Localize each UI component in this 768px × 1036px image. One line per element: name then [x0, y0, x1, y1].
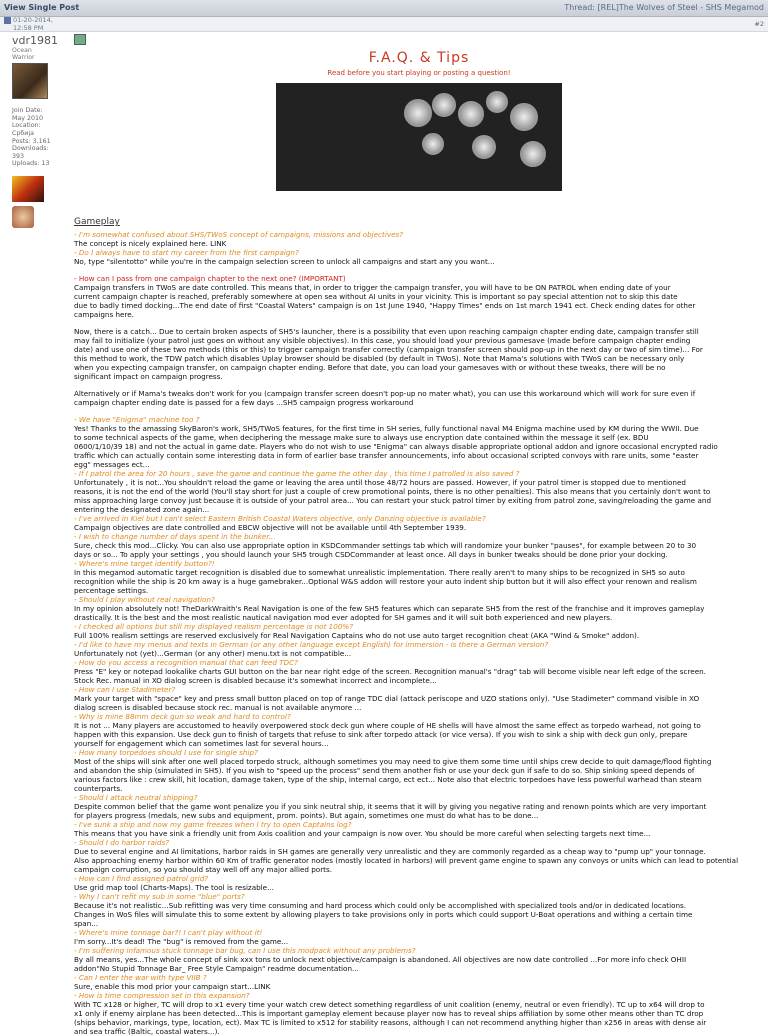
faq-body	[74, 230, 764, 1036]
question-line: - I checked all options but still my displayed realism percentage is not 100%?	[74, 621, 354, 631]
answer-line: dialog screen is disabled because stock rec. manual is not available anymore ...	[74, 702, 362, 712]
answer-line: happen with this expansion. Use deck gun to finish of targets that refuse to sink after torpedo attack (or vice versa). If you wish to sink a ship with deck gun only, prepare	[74, 729, 688, 739]
question-line: - If I patrol the area for 20 hours , save the game and continue the game the other day , this time I patrolled is also saved ?	[74, 468, 520, 478]
answer-line: Sure, enable this mod prior your campaign start...LINK	[74, 981, 271, 991]
user-sidebar	[0, 32, 70, 1036]
question-line: - How can I find assigned patrol grid?	[74, 873, 209, 883]
answer-line: campaign corruption, so you should stay well off any major allied ports.	[74, 864, 333, 874]
answer-line: date) and use one of these two methods (this or this) to trigger campaign transfer correctly (campaign transfer screen should pop-up in the next day or two of sim time)... For	[74, 344, 703, 354]
post-date: 01-20-2014, 12:58 PM	[4, 16, 53, 32]
answer-line: Because it's not realistic...Sub refitting was very time consuming and hard process which could only be accomplished with specialized tools and/or in dedicated locations.	[74, 900, 687, 910]
answer-line: Also approaching enemy harbor within 60 Km of traffic generator nodes (mostly located in harbors) will prevent game engine to spawn any convoys or units which can lead to potential	[74, 855, 739, 865]
user-rank: Ocean Warrior	[12, 46, 35, 61]
question-line: - Can I enter the war with type VIIB ?	[74, 972, 207, 982]
answer-line: Due to several engine and AI limitations, harbor raids in SH games are generally very unrealistic and they are commonly regarded as a cheap way to "pump up" your tonnage.	[74, 846, 706, 856]
answer-line: Changes in WoS files will simulate this to some extent by allowing players to take provisions only in ports which could support U-Boat operations and withing a certain time	[74, 909, 693, 919]
spacer	[74, 266, 764, 274]
answer-line: miss approaching large convoy just because it is outside of your patrol area... You can restart your stuck patrol timer by exiting from patrol zone, saving/reloading the game and	[74, 495, 712, 505]
answer-line: recognition while the ship is 20 km away is a huge gamebraker...Optional W&S addon will restore your auto indent ship button but it will also effect your renown and realism	[74, 576, 697, 586]
user-info: Join Date: May 2010 Location: Србија Posts: 3,161 Downloads: 393 Uploads: 13	[12, 107, 51, 168]
answer-line: and abandon the ship (simulated in SH5). If you wish to "speed up the process" send them another fish or use your deck gun if safe to do so. Ship sinking speed depends of	[74, 765, 695, 775]
view-single-post-label: View Single Post	[4, 3, 80, 12]
answer-line: Use grid map tool (Charts-Maps). The tool is resizable...	[74, 882, 274, 892]
answer-line: Campaign transfers in TWoS are date controlled. This means that, in order to trigger the campaign transfer, you will have to be ON PATROL when ending date of your	[74, 282, 671, 292]
answer-line: this method to work, the TDW patch which disables Uplay browser should be disabled (by default in TWoS). Note that Mama's solutions with TWoS can be necessary only	[74, 353, 685, 363]
submarine-interior-image	[276, 83, 562, 191]
answer-line: Now, there is a catch... Due to certain broken aspects of SH5's launcher, there is a possibility that even upon reaching campaign chapter ending date, campaign transfer still	[74, 326, 699, 336]
answer-line: The concept is nicely explained here. LINK	[74, 238, 227, 248]
answer-line: drastically. It is the best and the most realistic nautical navigation mod ever adopted for SH games and it will suit both experienced and new players.	[74, 612, 613, 622]
award-badge-icon	[12, 176, 44, 202]
answer-line: Yes! Thanks to the amassing SkyBaron's work, SH5/TWoS features, for the first time in SH series, fully functional naval M4 Enigma machine used by KM during the WWII. Due	[74, 423, 699, 433]
question-line: - I'm suffering infamous stuck tonnage bar bug, can I use this modpack without any problems?	[74, 945, 416, 955]
answer-line: No, type "silentotto" while you're in the campaign selection screen to unlock all campaigns and start any you want...	[74, 256, 495, 266]
answer-line: Stock Rec. manual in XO dialog screen is disabled because it's somewhat incorrect and incomplete...	[74, 675, 437, 685]
answer-line: yourself for engagement which can sometimes last for several hours...	[74, 738, 329, 748]
faq-title: F.A.Q. & Tips	[368, 50, 470, 66]
question-line: - I'm somewhat confused about SHS/TWoS concept of campaigns, missions and objectives?	[74, 229, 404, 239]
spacer	[74, 319, 764, 327]
answer-line: Unfortunately , it is not...You shouldn't reload the game or leaving the area until those 48/72 hours are passed. However, if your patrol timer is stopped due to mentioned	[74, 477, 686, 487]
faq-subtitle: Read before you start playing or posting a question!	[327, 68, 511, 77]
spacer	[74, 407, 764, 415]
message-icon[interactable]	[74, 34, 86, 45]
question-line: - Do I always have to start my career from the first campaign?	[74, 247, 299, 257]
answer-line: 0600/1/10/39 18) and not the actual in game date. Players who do not wish to use "Enigma" can always disable appropriate optional addon and ignore occasional encrypted radio	[74, 441, 718, 451]
answer-line: In this megamod automatic target recognition is disabled due to somewhat unrealistic implementation. There really aren't to many ships to be recognized in SH5 so auto	[74, 567, 685, 577]
question-line: - Should I play without real navigation?	[74, 594, 215, 604]
answer-line: days or so... To apply your settings , you should launch your SH5 trough CSDCommander at least once. All days in bunker tweaks should be done prior your docking.	[74, 549, 668, 559]
question-line: - I wish to change number of days spent in the bunker...	[74, 531, 276, 541]
answer-line: and sea traffic (Baltic, coastal waters...).	[74, 1026, 220, 1036]
answer-line: egg" messages ect...	[74, 459, 150, 469]
question-line: - Why I can't refit my sub in some "blue" ports?	[74, 891, 245, 901]
answer-line: Campaign objectives are date controlled and EBCW objective will not be available until 4th September 1939.	[74, 522, 467, 532]
post-number[interactable]: #2	[754, 19, 764, 28]
answer-line: In my opinion absolutely not! TheDarkWraith's Real Navigation is one of the few SH5 features which can separate SH5 from the rest of the franchise and it improves gameplay	[74, 603, 705, 613]
answer-line: Full 100% realism settings are reserved exclusively for Real Navigation Captains who do not use auto target recognition cheat (AKA "Wind & Smoke" addon).	[74, 630, 640, 640]
answer-line: when you expecting campaign transfer, on campaign chapter ending. Before that date, you can load your gamesaves with or without these tweaks, there will be no	[74, 362, 666, 372]
question-line: - How can I use Stadimeter?	[74, 684, 176, 694]
answer-line: Alternatively or if Mama's tweaks don't work for you (campaign transfer screen doesn't pop-up no mater what), you can use this workaround which will work for sure even if	[74, 388, 696, 398]
answer-line: for players progress (medals, new subs and equipment, prom. points). But again, sometimes one must do what has to be done...	[74, 810, 539, 820]
answer-line: campaign chapter ending date is passed for a few days ...SH5 campaign progress workaround	[74, 397, 414, 407]
question-line: - I've sunk a ship and now my game freezes when I try to open Captains log?	[74, 819, 352, 829]
answer-line: campaigns here.	[74, 309, 134, 319]
answer-line: Mark your target with "space" key and press small button placed on top of range TDC dial (attack periscope and UZO stations only). "Use Stadimeter" command visible in XO	[74, 693, 700, 703]
answer-line: significant impact on campaign progress.	[74, 371, 223, 381]
question-line: - How is time compression set in this expansion?	[74, 990, 250, 1000]
question-line: - Why is mine 88mm deck gun so weak and hard to control?	[74, 711, 291, 721]
answer-line: due to badly timed docking...The end date of first "Coastal Waters" campaign is on 1st June 1940, "Happy Times" ends on 1st march 1941 ect. Check ending dates for other	[74, 300, 696, 310]
answer-line: various factors like : crew skill, hit location, damage taken, type of the ship, internal cargo, ect ect... Note also that electric torpedoes have less powerful warhead than steam	[74, 774, 702, 784]
answer-line: (ships behavior, markings, type, location, ect). Max TC is limited to x512 for stability reasons, although I can not recommend anything higher than x256 in areas with dense air	[74, 1017, 707, 1027]
answer-line: current campaign chapter is reached, preferably somewhere at open sea without AI units in your vicinity. This is important so pay special attention not to skip this date	[74, 291, 678, 301]
answer-line: I'm sorry...It's dead! The "bug" is removed from the game...	[74, 936, 289, 946]
question-line: - We have "Enigma" machine too ?	[74, 414, 200, 424]
question-line: - Should I attack neutral shipping?	[74, 792, 198, 802]
question-line: - How do you access a recognition manual that can feed TDC?	[74, 657, 298, 667]
answer-line: Despite common belief that the game wont penalize you if you sink neutral ship, it seems that it will by giving you negative rating and renown points which are very important	[74, 801, 707, 811]
answer-line: Most of the ships will sink after one well placed torpedo struck, although sometimes you may need to give them some time until ships crew decide to quit damage/flood fighting	[74, 756, 712, 766]
section-gameplay: Gameplay	[74, 217, 120, 228]
answer-line: traffic which can actually contain some interesting data in form of earlier base transfer announcements, info about occasional scripted convoys with rare units, some "easter	[74, 450, 699, 460]
answer-line: x1 only if enemy airplane has been detected...This is important gameplay element because player now has to reveal ships affiliation by some other means other than TC drop	[74, 1008, 704, 1018]
thread-link[interactable]: Thread: [REL]The Wolves of Steel - SHS Megamod	[564, 3, 764, 12]
post-icon	[4, 17, 11, 24]
answer-line: to some technical aspects of the game, when deciphering the message make sure to always use encryption date contained within the message it self (ex. BDU	[74, 432, 649, 442]
username[interactable]: vdr1981	[12, 34, 59, 47]
question-line: - Should I do harbor raids?	[74, 837, 170, 847]
answer-line: This means that you have sink a friendly unit from Axis coalition and your campaign is now over. You should be more careful when selecting targets next time...	[74, 828, 651, 838]
answer-line: Unfortunately not (yet)...German (or any other) menu.txt is not compatible...	[74, 648, 352, 658]
answer-line: counterparts.	[74, 783, 123, 793]
question-line: - Where's mine tonnage bar?! I can't play without it!	[74, 927, 263, 937]
post-header	[0, 17, 768, 32]
answer-line: span...	[74, 918, 99, 928]
spacer	[74, 381, 764, 389]
answer-line: Press "E" key or notepad lookalike charts GUI button on the bar near right edge of the screen. Recognition manual's "drag" tab will become visible near left edge of the screen.	[74, 666, 706, 676]
answer-line: It is not ... Many players are accustomed to heavily overpowered stock deck gun where couple of HE shells will have almost the same effect as torpedo warhead, not going to	[74, 720, 701, 730]
question-line: - Where's mine target identify button?!	[74, 558, 215, 568]
avatar[interactable]	[12, 63, 48, 99]
answer-line: entering the designated zone again...	[74, 504, 210, 514]
question-line: - How can I pass from one campaign chapter to the next one? (IMPORTANT)	[74, 273, 346, 283]
answer-line: addon"No Stupid Tonnage Bar_ Free Style Campaign" readme documentation...	[74, 963, 359, 973]
answer-line: may fail to initialize (your patrol just goes on without any visible objectives). In this case, you should load your previous gamesave (made before campaign chapter ending	[74, 335, 691, 345]
post-headline	[74, 32, 764, 46]
answer-line: By all means, yes...The whole concept of sink xxx tons to unlock next objective/campaign is abandoned. All objectives are now date controlled ...For more info check OHII	[74, 954, 687, 964]
question-line: - I've arrived in Kiel but I can't select Eastern British Coastal Waters objective, only Danzing objective is available?	[74, 513, 486, 523]
question-line: - I'd like to have my menus and texts in German (or any other language except English) for immersion - is there a German version?	[74, 639, 549, 649]
answer-line: With TC x128 or higher, TC will drop to x1 every time your watch crew detect something regardless of unit coalition (enemy, neutral or even friendly). TC up to x64 will drop to	[74, 999, 705, 1009]
post-content	[70, 32, 764, 1036]
question-line: - How many torpedoes should I use for single ship?	[74, 747, 258, 757]
award-medal-icon	[12, 206, 34, 228]
answer-line: Sure, check this mod...Clicky. You can also use appropriate option in KSDCommander settings tab which will randomize your bunker "pauses", for example between 20 to 30	[74, 540, 697, 550]
answer-line: reasons, it is not the end of the world (You'll stay short for just a couple of crew promotional points, there is no other penalties). This also means that you certainly don't wont to	[74, 486, 711, 496]
answer-line: percentage settings.	[74, 585, 149, 595]
top-bar	[0, 0, 768, 17]
